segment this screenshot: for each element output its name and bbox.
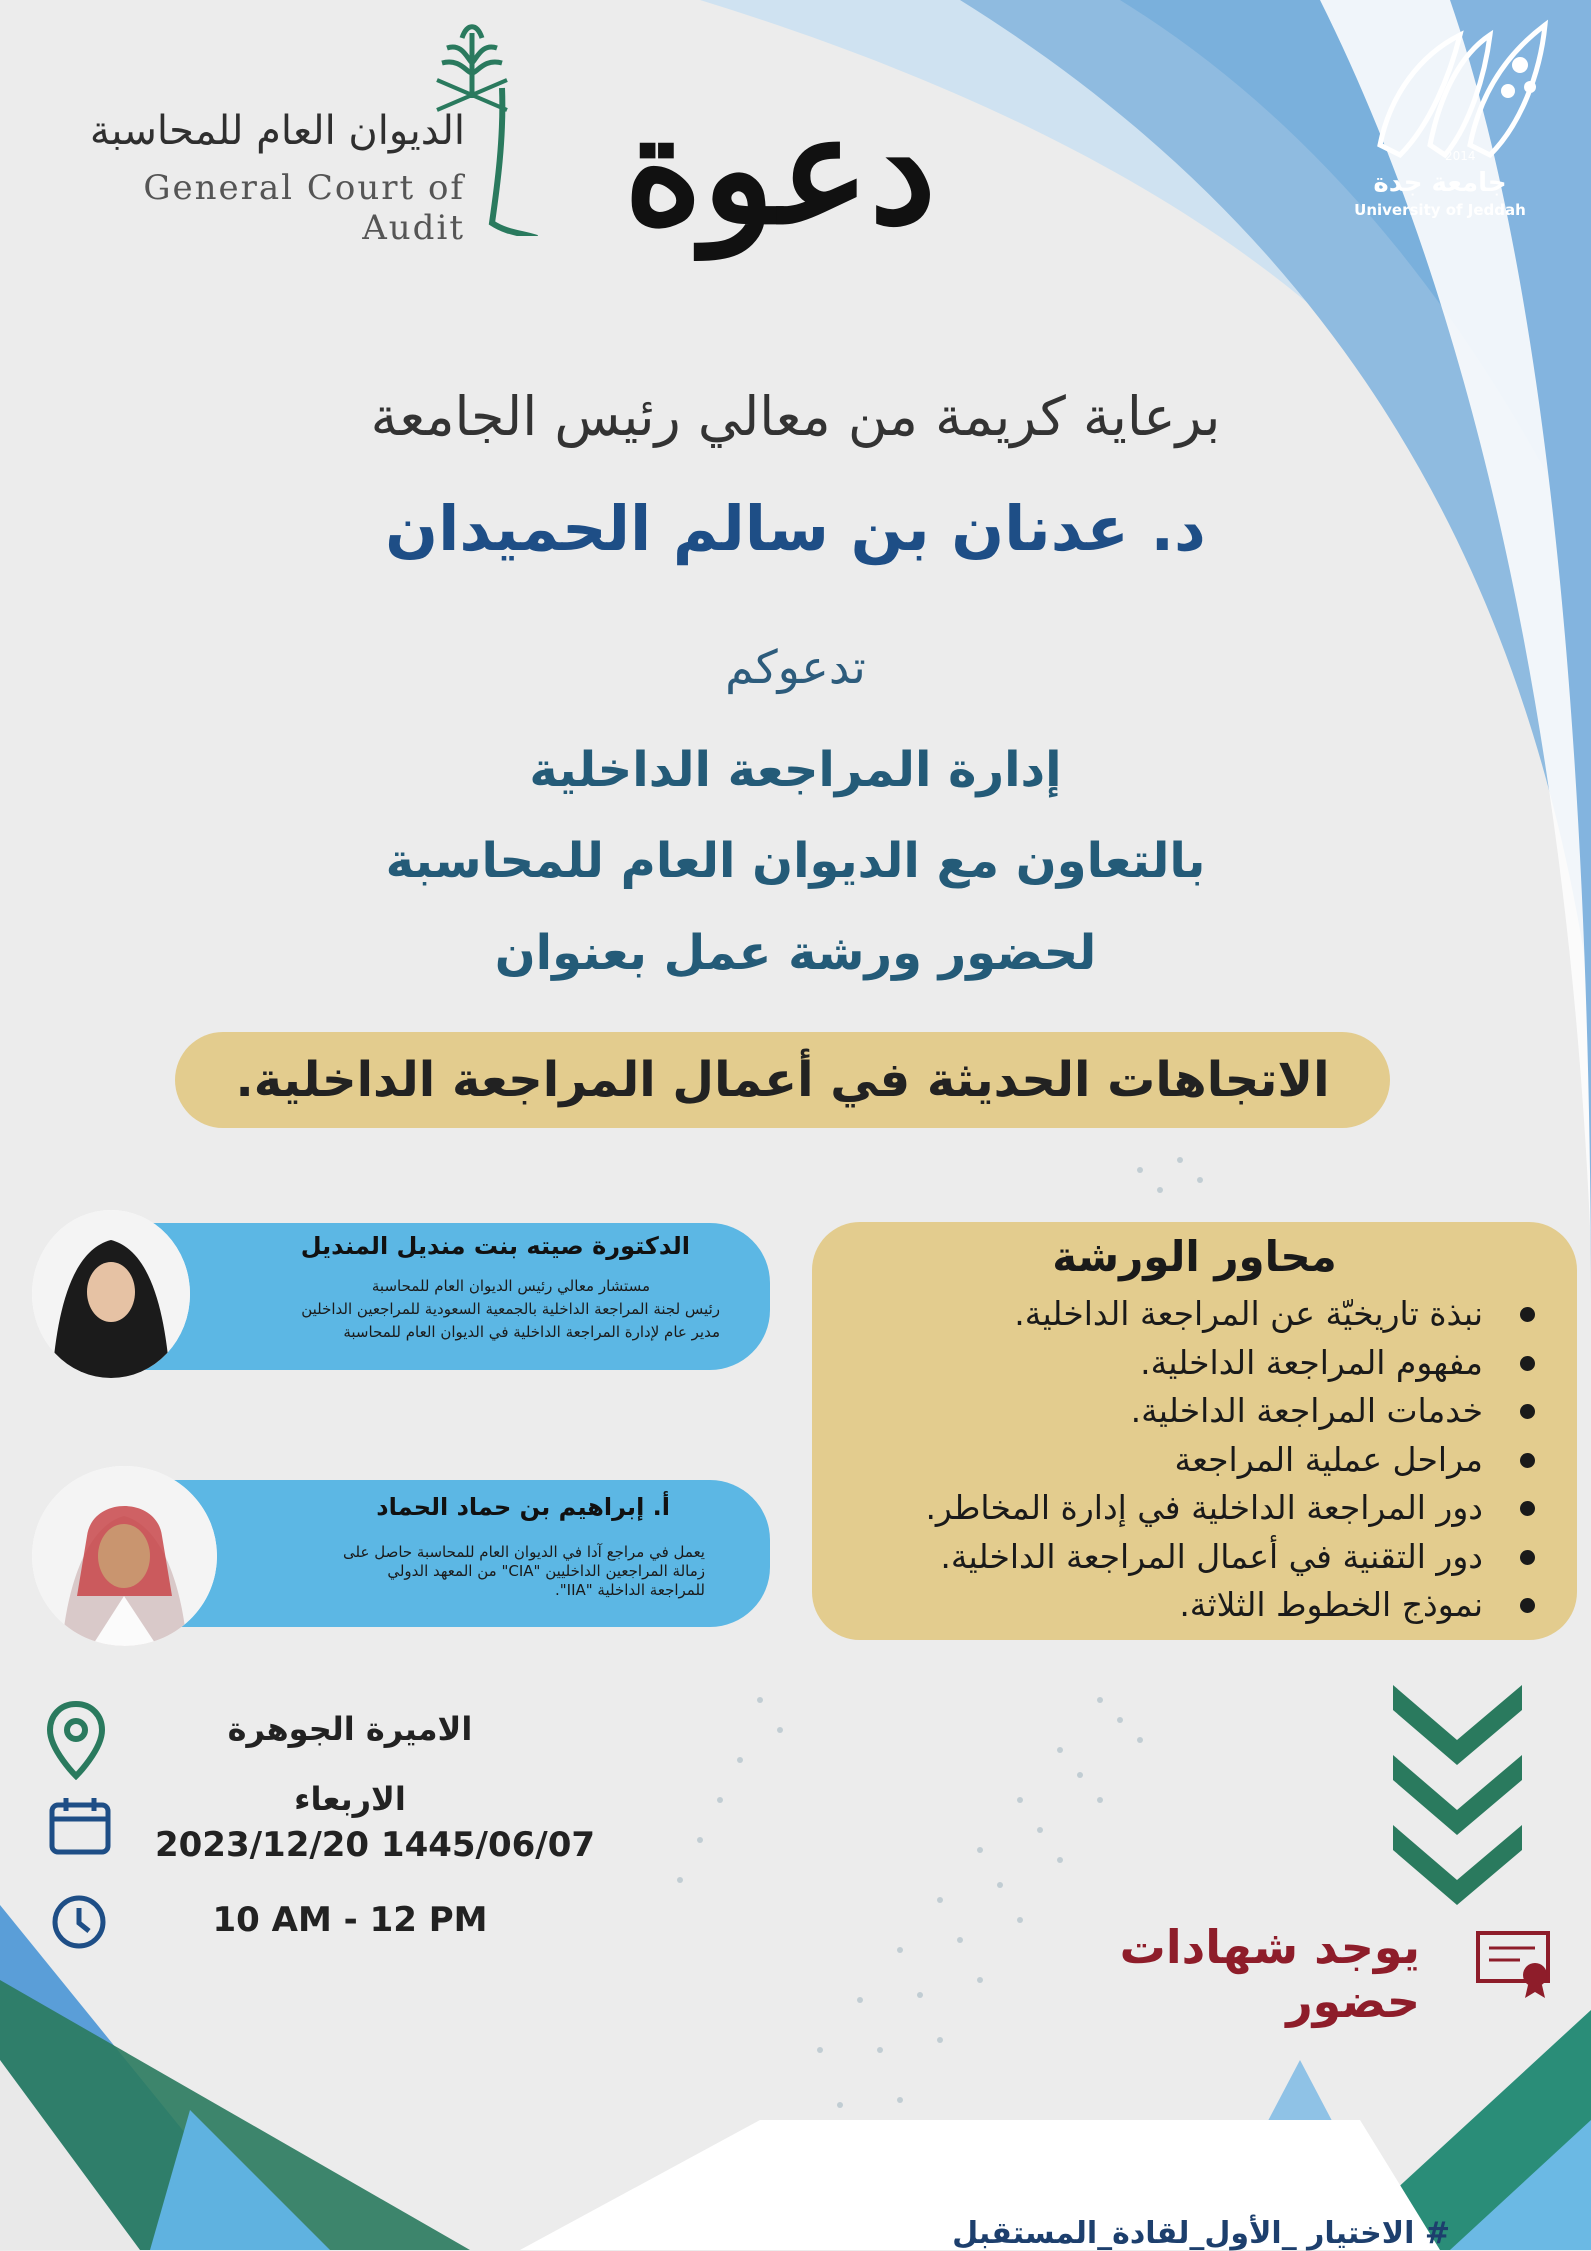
gca-name-ar: الديوان العام للمحاسبة bbox=[89, 108, 465, 154]
axes-item-text: خدمات المراجعة الداخلية. bbox=[1130, 1391, 1483, 1430]
axes-item bbox=[840, 1533, 1545, 1582]
sponsorship-line: برعاية كريمة من معالي رئيس الجامعة bbox=[370, 385, 1221, 448]
axes-item bbox=[840, 1436, 1545, 1485]
bullet-icon bbox=[1520, 1550, 1535, 1565]
event-location: الاميرة الجوهرة bbox=[227, 1710, 473, 1748]
speaker-1-desc-1: مستشار معالي رئيس الديوان العام للمحاسبة bbox=[371, 1277, 650, 1295]
certificate-icon bbox=[1475, 1930, 1555, 2000]
workshop-axes-title: محاور الورشة bbox=[1052, 1232, 1337, 1281]
speaker-1-photo bbox=[32, 1210, 190, 1378]
workshop-title: الاتجاهات الحديثة في أعمال المراجعة الداخلية. bbox=[175, 1032, 1390, 1128]
gca-name-en: General Court of Audit bbox=[143, 168, 465, 248]
axes-item bbox=[840, 1484, 1545, 1533]
invites-text: تدعوكم bbox=[725, 640, 866, 694]
university-of-jeddah-logo bbox=[1360, 15, 1560, 165]
bullet-icon bbox=[1520, 1501, 1535, 1516]
speaker-1-desc-2: رئيس لجنة المراجعة الداخلية بالجمعية السعودية للمراجعين الداخلين bbox=[301, 1300, 720, 1318]
speaker-2-photo bbox=[32, 1466, 217, 1646]
axes-item-text: دور المراجعة الداخلية في إدارة المخاطر. bbox=[925, 1488, 1483, 1527]
axes-item-text: نموذج الخطوط الثلاثة. bbox=[1179, 1585, 1483, 1624]
axes-item bbox=[840, 1581, 1545, 1630]
bullet-icon bbox=[1520, 1453, 1535, 1468]
speaker-2-avatar bbox=[32, 1466, 217, 1646]
clock-icon bbox=[50, 1893, 108, 1951]
speaker-2-desc-3: للمراجعة الداخلية "IIA". bbox=[554, 1581, 705, 1599]
axes-item bbox=[840, 1339, 1545, 1388]
axes-item-text: مراحل عملية المراجعة bbox=[1174, 1439, 1483, 1479]
invitation-word: دعوة bbox=[623, 82, 937, 258]
speaker-1-desc-3: مدير عام لإدارة المراجعة الداخلية في الديوان العام للمحاسبة bbox=[343, 1323, 720, 1341]
location-pin-icon bbox=[45, 1700, 107, 1780]
host-line-3: لحضور ورشة عمل بعنوان bbox=[494, 925, 1097, 981]
hashtag: # الاختيار _الأول_لقادة_المستقبل bbox=[952, 2216, 1450, 2251]
university-year: 2014 bbox=[1445, 149, 1476, 163]
speaker-1-avatar bbox=[32, 1210, 190, 1378]
speaker-1-name: الدكتورة صيته بنت منديل المنديل bbox=[300, 1232, 690, 1260]
sponsor-name: د. عدنان بن سالم الحميدان bbox=[385, 492, 1206, 565]
bullet-icon bbox=[1520, 1307, 1535, 1322]
host-line-2: بالتعاون مع الديوان العام للمحاسبة bbox=[385, 833, 1206, 889]
calendar-icon bbox=[47, 1795, 113, 1857]
axes-item-text: دور التقنية في أعمال المراجعة الداخلية. bbox=[940, 1536, 1483, 1576]
event-day: الاربعاء bbox=[294, 1780, 406, 1818]
axes-item bbox=[840, 1290, 1545, 1339]
certificate-text: يوجد شهادات حضور bbox=[1119, 1920, 1420, 2028]
speaker-2-desc-2: زمالة المراجعين الداخليين "CIA" من المعهد الدولي bbox=[387, 1562, 705, 1580]
bullet-icon bbox=[1520, 1598, 1535, 1613]
chevron-down-icon bbox=[1385, 1680, 1530, 1910]
university-name-ar: جامعة جدة bbox=[1373, 168, 1507, 198]
axes-item bbox=[840, 1387, 1545, 1436]
bullet-icon bbox=[1520, 1356, 1535, 1371]
university-name-en: University of Jeddah bbox=[1354, 201, 1526, 219]
speaker-2-name: أ. إبراهيم بن حماد الحماد bbox=[376, 1493, 670, 1521]
host-line-1: إدارة المراجعة الداخلية bbox=[529, 742, 1062, 798]
workshop-axes-list bbox=[840, 1290, 1545, 1630]
event-time: 10 AM - 12 PM bbox=[212, 1900, 488, 1940]
speaker-2-desc-1: يعمل في مراجع آدا في الديوان العام للمحاسبة حاصل على bbox=[343, 1543, 705, 1561]
bullet-icon bbox=[1520, 1404, 1535, 1419]
axes-item-text: نبذة تاريخيّة عن المراجعة الداخلية. bbox=[1014, 1294, 1483, 1333]
axes-item-text: مفهوم المراجعة الداخلية. bbox=[1140, 1342, 1483, 1382]
event-date: 2023/12/20 1445/06/07 bbox=[154, 1825, 596, 1865]
